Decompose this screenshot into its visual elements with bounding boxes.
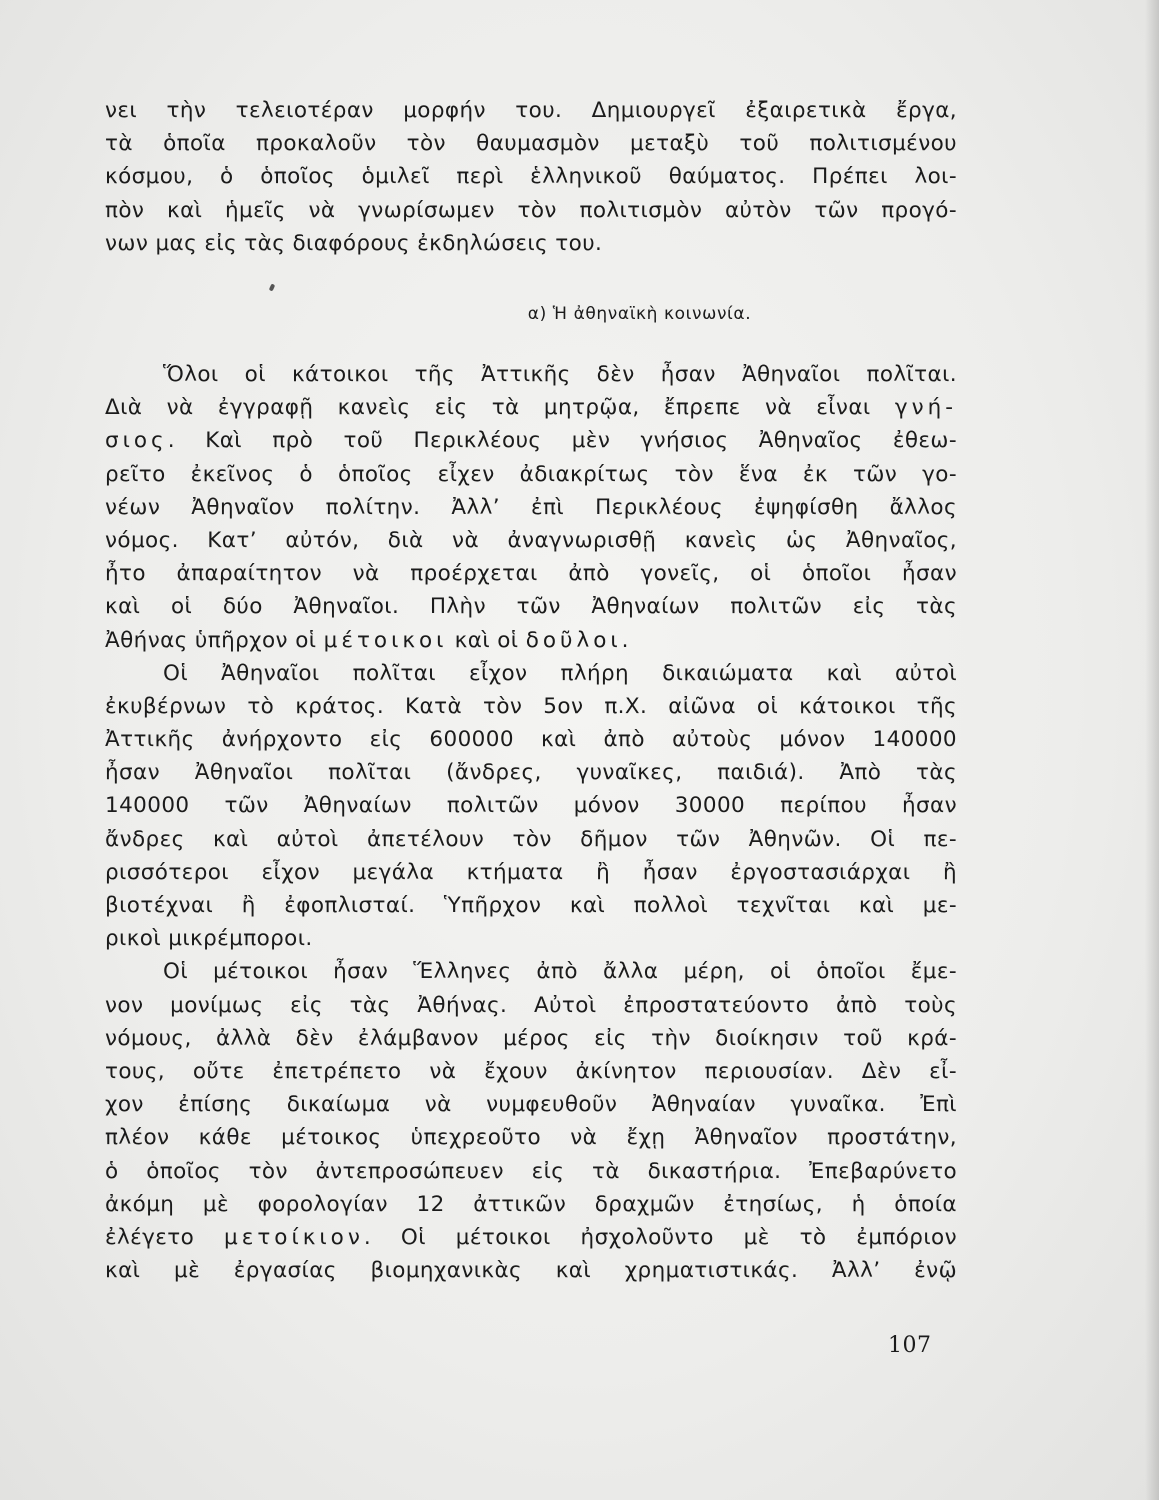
- emphasis-spaced: μέτοικοι: [323, 627, 448, 653]
- intro-paragraph: [105, 94, 957, 260]
- text-run: Ἀθήνας ὑπῆρχον οἱ: [105, 627, 324, 653]
- text-line: χον ἐπίσης δικαίωμα νὰ νυμφευθοῦν Ἀθηναίαν γυναῖκα. Ἐπὶ: [105, 1092, 957, 1118]
- text-line: νον μονίμως εἰς τὰς Ἀθήνας. Αὐτοὶ ἐπροστατεύοντο ἀπὸ τοὺς: [105, 992, 957, 1018]
- section-heading: [0, 302, 1159, 326]
- text-line: ἦσαν Ἀθηναῖοι πολῖται (ἄνδρες, γυναῖκες, παιδιά). Ἀπὸ τὰς: [105, 760, 957, 786]
- text-line: νων μας εἰς τὰς διαφόρους ἐκδηλώσεις του.: [105, 230, 603, 256]
- emphasis-spaced: δοῦλοι: [525, 627, 622, 653]
- text-line: κόσμου, ὁ ὁποῖος ὁμιλεῖ περὶ ἑλληνικοῦ θαύματος. Πρέπει λοι-: [105, 164, 957, 190]
- text-line: Ἀττικῆς ἀνήρχοντο εἰς 600000 καὶ ἀπὸ αὐτοὺς μόνον 140000: [105, 727, 957, 753]
- text-run: Διὰ νὰ ἐγγραφῇ κανεὶς εἰς τὰ μητρῷα, ἔπρεπε νὰ εἶναι: [105, 395, 895, 421]
- text-line: ἄνδρες καὶ αὐτοὶ ἀπετέλουν τὸν δῆμον τῶν Ἀθηνῶν. Οἱ πε-: [105, 826, 957, 852]
- text-line: καὶ μὲ ἐργασίας βιομηχανικὰς καὶ χρηματιστικάς. Ἀλλ’ ἐνῷ: [105, 1258, 957, 1284]
- text-line: νόμος. Κατ’ αὐτόν, διὰ νὰ ἀναγνωρισθῇ κανεὶς ὡς Ἀθηναῖος,: [105, 527, 957, 553]
- text-line: [105, 424, 957, 457]
- text-line: τους, οὔτε ἐπετρέπετο νὰ ἔχουν ἀκίνητον περιουσίαν. Δὲν εἶ-: [105, 1058, 957, 1084]
- text-line: τὰ ὁποῖα προκαλοῦν τὸν θαυμασμὸν μεταξὺ τοῦ πολιτισμένου: [105, 131, 957, 157]
- text-line: ρισσότεροι εἶχον μεγάλα κτήματα ἢ ἦσαν ἐργοστασιάρχαι ἢ: [105, 859, 957, 885]
- text-line: [105, 1221, 957, 1254]
- body-text: [105, 358, 957, 1287]
- text-line: ρεῖτο ἐκεῖνος ὁ ὁποῖος εἶχεν ἀδιακρίτως τὸν ἕνα ἐκ τῶν γο-: [105, 461, 957, 487]
- text-line: Οἱ Ἀθηναῖοι πολῖται εἶχον πλήρη δικαιώματα καὶ αὐτοὶ: [163, 660, 957, 686]
- text-line: βιοτέχναι ἢ ἐφοπλισταί. Ὑπῆρχον καὶ πολλοὶ τεχνῖται καὶ με-: [105, 893, 957, 918]
- text-line: 140000 τῶν Ἀθηναίων πολιτῶν μόνον 30000 περίπου ἦσαν: [105, 793, 957, 819]
- emphasis-spaced: σιος: [105, 428, 168, 454]
- text-line: Ὅλοι οἱ κάτοικοι τῆς Ἀττικῆς δὲν ἦσαν Ἀθηναῖοι πολῖται.: [163, 362, 957, 387]
- page-number: 107: [888, 1333, 932, 1358]
- text-line: ρικοὶ μικρέμποροι.: [105, 926, 313, 952]
- emphasis-spaced: μετοίκιον: [224, 1224, 364, 1250]
- text-line: καὶ οἱ δύο Ἀθηναῖοι. Πλὴν τῶν Ἀθηναίων πολιτῶν εἰς τὰς: [105, 594, 957, 620]
- page-edge-shadow: [1145, 0, 1159, 1500]
- print-speck: [269, 283, 276, 291]
- text-line: πὸν καὶ ἡμεῖς νὰ γνωρίσωμεν τὸν πολιτισμὸν αὐτὸν τῶν προγό-: [105, 197, 957, 223]
- text-line: [105, 391, 957, 424]
- text-line: ἦτο ἀπαραίτητον νὰ προέρχεται ἀπὸ γονεῖς, οἱ ὁποῖοι ἦσαν: [105, 561, 957, 587]
- text-line: [105, 624, 957, 657]
- text-run: ἐλέγετο: [105, 1224, 225, 1250]
- text-line: ἀκόμη μὲ φορολογίαν 12 ἀττικῶν δραχμῶν ἐτησίως, ἡ ὁποία: [105, 1191, 957, 1217]
- text-line: νόμους, ἀλλὰ δὲν ἐλάμβανον μέρος εἰς τὴν διοίκησιν τοῦ κρά-: [105, 1025, 957, 1051]
- text-line: πλέον κάθε μέτοικος ὑπεχρεοῦτο νὰ ἔχῃ Ἀθηναῖον προστάτην,: [105, 1125, 957, 1151]
- text-line: ἐκυβέρνων τὸ κράτος. Κατὰ τὸν 5ον π.Χ. αἰῶνα οἱ κάτοικοι τῆς: [105, 693, 957, 719]
- text-line: νει τὴν τελειοτέραν μορφήν του. Δημιουργεῖ ἐξαιρετικὰ ἔργα,: [105, 98, 957, 123]
- section-heading-text: α) Ἡ ἀθηναϊκὴ κοινωνία.: [527, 304, 752, 324]
- text-line: νέων Ἀθηναῖον πολίτην. Ἀλλ’ ἐπὶ Περικλέους ἐψηφίσθη ἄλλος: [105, 494, 957, 520]
- text-line: Οἱ μέτοικοι ἦσαν Ἕλληνες ἀπὸ ἄλλα μέρη, οἱ ὁποῖοι ἔμε-: [163, 959, 957, 985]
- emphasis-spaced: γνή-: [894, 395, 957, 421]
- text-run: . Οἱ μέτοικοι ἠσχολοῦντο μὲ τὸ ἐμπόριον: [363, 1224, 957, 1250]
- text-run: .: [621, 627, 629, 653]
- text-run: καὶ οἱ: [447, 627, 526, 653]
- text-run: . Καὶ πρὸ τοῦ Περικλέους μὲν γνήσιος Ἀθηναῖος ἐθεω-: [167, 428, 957, 454]
- text-line: ὁ ὁποῖος τὸν ἀντεπροσώπευεν εἰς τὰ δικαστήρια. Ἐπεβαρύνετο: [105, 1158, 957, 1184]
